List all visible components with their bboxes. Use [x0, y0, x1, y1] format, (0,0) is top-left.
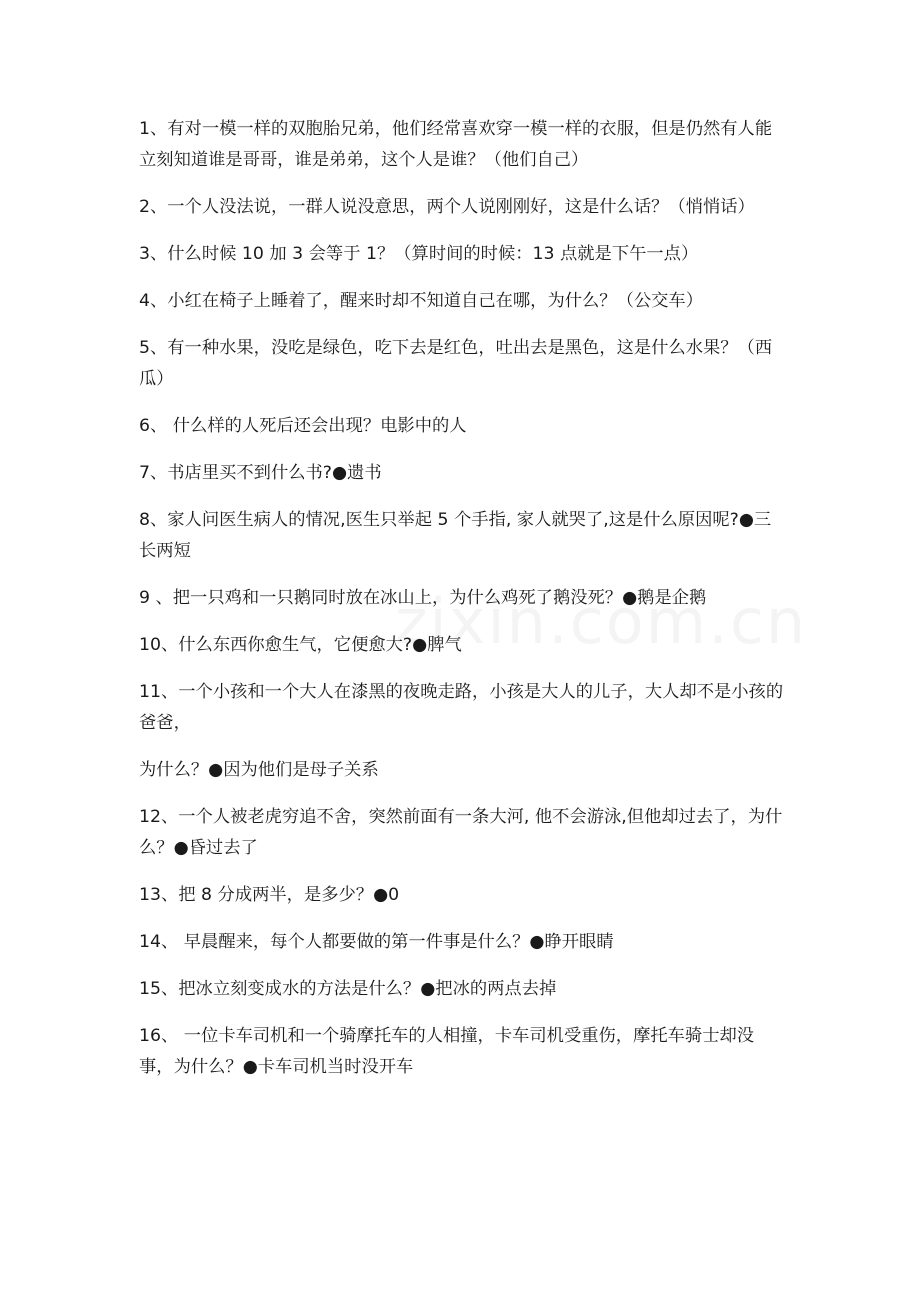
riddle-12: 12、一个人被老虎穷追不舍，突然前面有一条大河, 他不会游泳,但他却过去了，为什么？●昏过去了 [139, 807, 783, 858]
riddle-8: 8、家人问医生病人的情况,医生只举起 5 个手指, 家人就哭了,这是什么原因呢?●三长两短 [139, 510, 772, 561]
riddle-list [139, 114, 784, 1099]
riddle-16: 16、 一位卡车司机和一个骑摩托车的人相撞，卡车司机受重伤，摩托车骑士却没事，为什么？●卡车司机当时没开车 [139, 1026, 755, 1077]
riddle-6: 6、 什么样的人死后还会出现？电影中的人 [139, 416, 467, 436]
riddle-1: 1、有对一模一样的双胞胎兄弟，他们经常喜欢穿一模一样的衣服，但是仍然有人能立刻知道谁是哥哥，谁是弟弟，这个人是谁？（他们自己） [139, 119, 773, 170]
riddle-2: 2、一个人没法说，一群人说没意思，两个人说刚刚好，这是什么话？（悄悄话） [139, 197, 755, 217]
riddle-10: 10、什么东西你愈生气，它便愈大?●脾气 [139, 635, 462, 655]
riddle-11-continued: 为什么？●因为他们是母子关系 [139, 760, 379, 780]
riddle-9: 9 、把一只鸡和一只鹅同时放在冰山上，为什么鸡死了鹅没死？●鹅是企鹅 [139, 588, 707, 608]
riddle-15: 15、把冰立刻变成水的方法是什么？●把冰的两点去掉 [139, 979, 557, 999]
riddle-7: 7、书店里买不到什么书?●遗书 [139, 463, 382, 483]
riddle-3: 3、什么时候 10 加 3 会等于 1？（算时间的时候：13 点就是下午一点） [139, 244, 699, 264]
riddle-13: 13、把 8 分成两半，是多少？●0 [139, 885, 400, 905]
riddle-14: 14、 早晨醒来，每个人都要做的第一件事是什么？●睁开眼睛 [139, 932, 614, 952]
riddle-11: 11、一个小孩和一个大人在漆黑的夜晚走路，小孩是大人的儿子，大人却不是小孩的爸爸， [139, 682, 784, 733]
riddle-5: 5、有一种水果，没吃是绿色，吃下去是红色，吐出去是黑色，这是什么水果？（西瓜） [139, 338, 773, 389]
riddle-4: 4、小红在椅子上睡着了，醒来时却不知道自己在哪，为什么？（公交车） [139, 291, 703, 311]
